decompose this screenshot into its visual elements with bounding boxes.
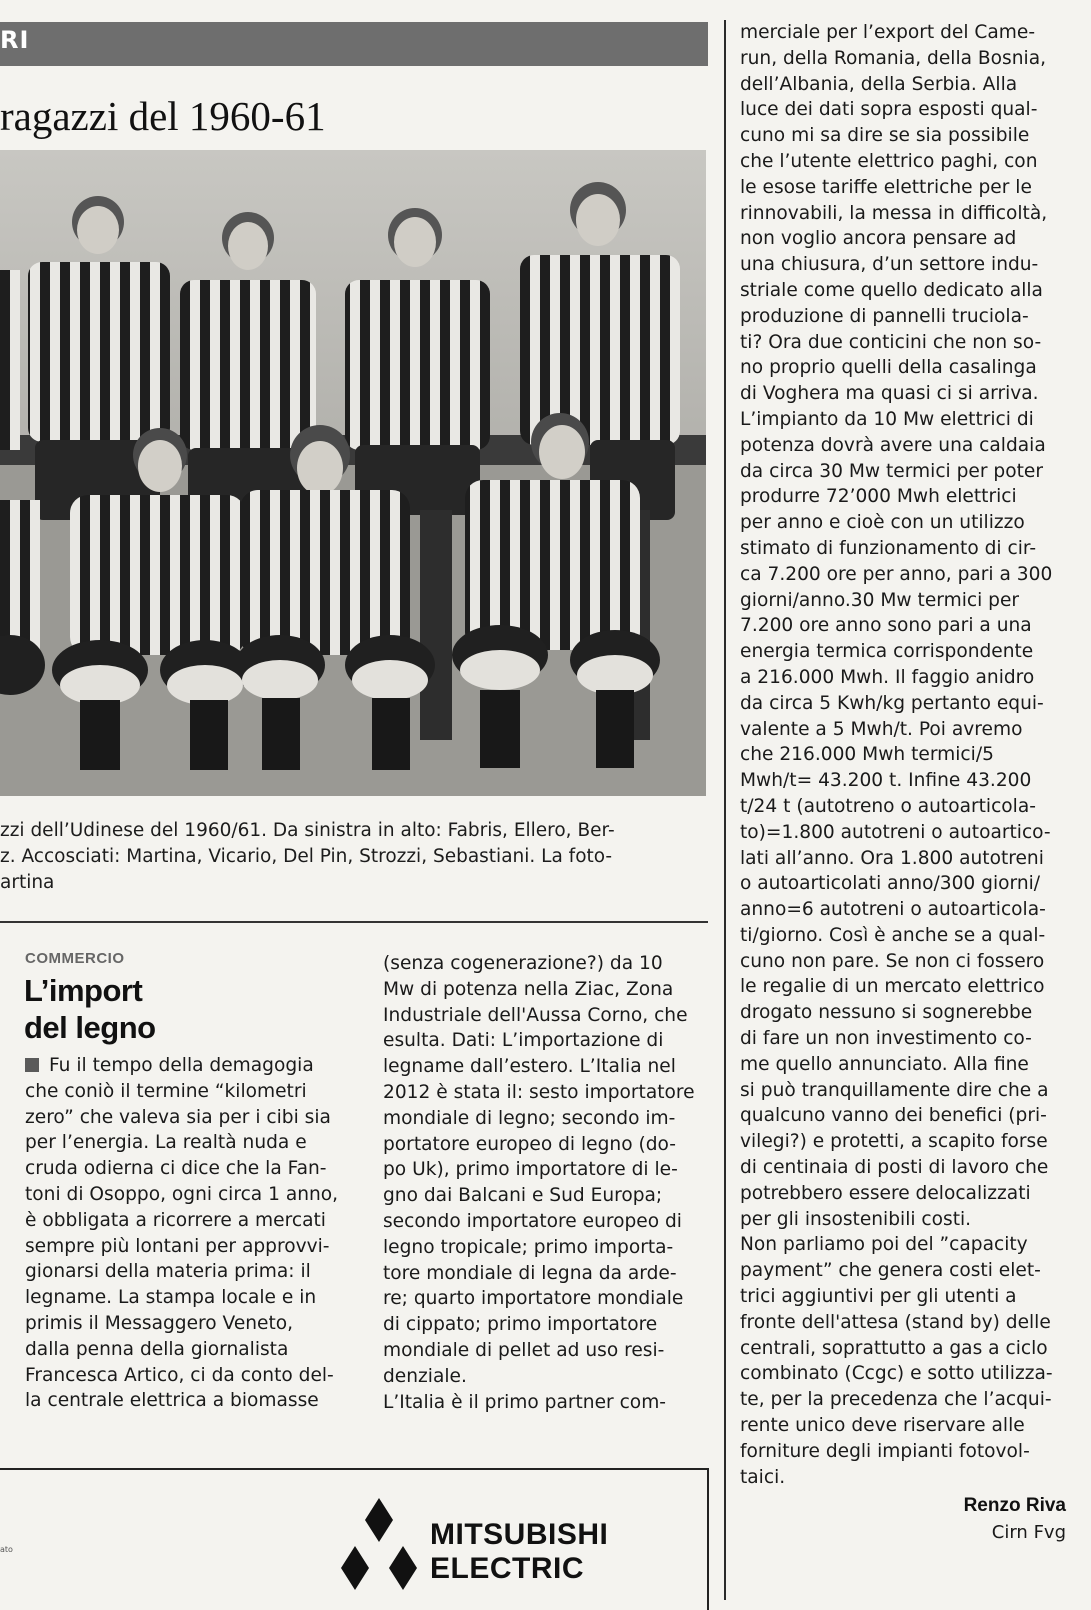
article-line-text: legno tropicale; primo importa- [383, 1236, 674, 1258]
article-line [25, 1234, 360, 1260]
article-line [383, 1183, 713, 1209]
article-line-text: Industriale dell'Aussa Corno, che [383, 1004, 688, 1026]
article-column-3 [740, 20, 1085, 1490]
article-line-text: L’Italia è il primo partner com- [383, 1391, 667, 1413]
article-line [740, 1465, 1085, 1491]
article-line [740, 1000, 1085, 1026]
article-line-text: 2012 è stata il: sesto importatore [383, 1081, 695, 1103]
article-line [740, 846, 1085, 872]
article-line-text: rinnovabili, la messa in difficoltà, [740, 202, 1048, 224]
article-column-2 [383, 951, 713, 1415]
article-line-text: a 216.000 Mwh. Il faggio anidro [740, 666, 1035, 688]
article-line [740, 897, 1085, 923]
article-line [740, 588, 1085, 614]
article-line-text: una chiusura, d’un settore indu- [740, 254, 1039, 276]
article-line-text: mondiale di legno; secondo im- [383, 1107, 676, 1129]
article-line-text: forniture degli impianti fotovol- [740, 1440, 1030, 1462]
article-line [740, 1258, 1085, 1284]
author-organization: Cirn Fvg [991, 1522, 1066, 1543]
article-line [740, 97, 1085, 123]
article-line [740, 175, 1085, 201]
article-line [740, 974, 1085, 1000]
article-line [740, 72, 1085, 98]
article-line [740, 820, 1085, 846]
article-line [740, 1336, 1085, 1362]
article-line [740, 20, 1085, 46]
article-line [740, 381, 1085, 407]
article-line [740, 613, 1085, 639]
article-line [740, 278, 1085, 304]
article-line-text: vilegi?) e protetti, a scapito forse [740, 1131, 1048, 1153]
article-line-text: to)=1.800 autotreni o autoartico- [740, 821, 1051, 843]
article-line [740, 794, 1085, 820]
article-line-text: per l’energia. La realtà nuda e [25, 1132, 307, 1154]
article-line [740, 1413, 1085, 1439]
article-line [25, 1259, 360, 1285]
article-line-text: tore mondiale di legna da arde- [383, 1262, 677, 1284]
article-line-text: toni di Osoppo, ogni circa 1 anno, [25, 1183, 339, 1205]
square-bullet-icon [25, 1058, 39, 1072]
article-line [383, 1106, 713, 1132]
team-photo [0, 150, 706, 796]
caption-line: z. Accosciati: Martina, Vicario, Del Pin, Strozzi, Sebastiani. La foto- [0, 846, 613, 867]
article-line-text: denziale. [383, 1365, 467, 1387]
article-line-text: Fu il tempo della demagogia [49, 1055, 314, 1076]
article-line-text: L’impianto da 10 Mw elettrici di [740, 408, 1034, 430]
article-line [740, 1052, 1085, 1078]
article-line-text: zero” che valeva sia per i cibi sia [25, 1106, 331, 1128]
article-line [740, 1078, 1085, 1104]
article-line-text: le regalie di un mercato elettrico [740, 976, 1045, 998]
article-line [25, 1285, 360, 1311]
article-line-text: 7.200 ore anno sono pari a una [740, 615, 1032, 637]
article-line-text: luce dei dati sopra esposti qual- [740, 99, 1038, 121]
article-line [383, 1132, 713, 1158]
column-rule [724, 20, 726, 1600]
article-line [383, 1312, 713, 1338]
article-line-text: o autoarticolati anno/300 giorni/ [740, 873, 1041, 895]
article-line-text: si può tranquillamente dire che a [740, 1079, 1049, 1101]
article-line-text: valente a 5 Mwh/t. Poi avremo [740, 718, 1023, 740]
article-line-text: gno dai Balcani e Sud Europa; [383, 1185, 663, 1207]
section-label: RI [0, 26, 30, 54]
article-line [25, 1337, 360, 1363]
article-line-text: primis il Messaggero Veneto, [25, 1312, 294, 1334]
article-title-line: L’import [24, 973, 143, 1008]
article-line-text: produrre 72’000 Mwh elettrici [740, 486, 1017, 508]
article-line [25, 1182, 360, 1208]
article-line [740, 459, 1085, 485]
article-line-text: dell’Albania, della Serbia. Alla [740, 73, 1018, 95]
article-line [25, 1311, 360, 1337]
article-line-text: ti/giorno. Così è anche se a qual- [740, 924, 1046, 946]
article-line [740, 717, 1085, 743]
article-line [740, 510, 1085, 536]
article-line-text: fronte dell'attesa (stand by) delle [740, 1311, 1051, 1333]
article-line-text: Non parliamo poi del ”capacity [740, 1234, 1028, 1256]
article-line [740, 562, 1085, 588]
article-line-text: che l’utente elettrico paghi, con [740, 150, 1038, 172]
photo-caption [0, 818, 708, 896]
article-line [740, 923, 1085, 949]
article-line-text: potenza dovrà avere una caldaia [740, 434, 1046, 456]
article-line [740, 304, 1085, 330]
article-line [740, 1361, 1085, 1387]
article-line [740, 1103, 1085, 1129]
article-line-text: stimato di funzionamento di cir- [740, 537, 1037, 559]
article-line-text: di fare un non investimento co- [740, 1028, 1032, 1050]
ad-brand-name-2: ELECTRIC [430, 1552, 584, 1585]
ad-brand-name: MITSUBISHI [430, 1518, 609, 1551]
article-line [740, 665, 1085, 691]
article-line-text: te, per la precedenza che l’acqui- [740, 1389, 1052, 1411]
article-line [383, 1235, 713, 1261]
article-line-text: taici. [740, 1466, 786, 1488]
article-line-text: Mw di potenza nella Ziac, Zona [383, 978, 674, 1000]
article-line-text: non voglio ancora pensare ad [740, 228, 1017, 250]
article-line-text: legname dall’estero. L’Italia nel [383, 1056, 676, 1078]
article-line [740, 46, 1085, 72]
article-line-text: per anno e cioè con un utilizzo [740, 512, 1025, 534]
article-title-line: del legno [24, 1010, 156, 1045]
article-line-text: anno=6 autotreni o autoarticola- [740, 899, 1046, 921]
article-line-text: potrebbero essere delocalizzati [740, 1182, 1031, 1204]
article-line [383, 1157, 713, 1183]
three-diamonds-logo-icon [334, 1498, 424, 1602]
article-line [740, 871, 1085, 897]
article-line [25, 1079, 360, 1105]
article-line [383, 977, 713, 1003]
article-line-text: cuno non pare. Se non ci fossero [740, 950, 1045, 972]
article-line [25, 1388, 360, 1414]
article-line [740, 201, 1085, 227]
article-line-text: portatore europeo di legno (do- [383, 1133, 676, 1155]
article-line [740, 691, 1085, 717]
article-kicker: COMMERCIO [25, 950, 125, 967]
article-line-text: giorni/anno.30 Mw termici per [740, 589, 1020, 611]
article-line-text: è obbligata a ricorrere a mercati [25, 1209, 326, 1231]
article-line-text: po Uk), primo importatore di le- [383, 1159, 678, 1181]
article-line-text: ca 7.200 ore per anno, pari a 300 [740, 563, 1053, 585]
article-line-text: Mwh/t= 43.200 t. Infine 43.200 [740, 770, 1032, 792]
section-bar [0, 22, 708, 66]
article-line-text: cruda odierna ci dice che la Fan- [25, 1158, 327, 1180]
article-column-1 [25, 1053, 360, 1414]
article-line [740, 1387, 1085, 1413]
article-line-text: payment” che genera costi elet- [740, 1260, 1041, 1282]
article-line [740, 226, 1085, 252]
article-line [740, 330, 1085, 356]
article-line [740, 484, 1085, 510]
article-line [740, 1026, 1085, 1052]
article-line-text: di centinaia di posti di lavoro che [740, 1157, 1049, 1179]
article-line [740, 1155, 1085, 1181]
ad-small-note: ato [0, 1545, 13, 1554]
article-line-text: che 216.000 Mwh termici/5 [740, 744, 994, 766]
article-line [740, 1310, 1085, 1336]
article-line-text: da circa 30 Mw termici per poter [740, 460, 1043, 482]
article-line [740, 407, 1085, 433]
caption-line: zzi dell’Udinese del 1960/61. Da sinistra in alto: Fabris, Ellero, Ber- [0, 820, 615, 841]
article-line [740, 433, 1085, 459]
article-line [740, 1181, 1085, 1207]
author-name: Renzo Riva [963, 1495, 1066, 1516]
article-line-text: le esose tariffe elettriche per le [740, 176, 1032, 198]
article-line [383, 951, 713, 977]
article-line-text: (senza cogenerazione?) da 10 [383, 953, 663, 974]
article-line-text: che coniò il termine “kilometri [25, 1080, 307, 1102]
article-line-text: t/24 t (autotreno o autoarticola- [740, 795, 1036, 817]
article-line-text: energia termica corrispondente [740, 641, 1034, 663]
article-line-text: produzione di pannelli truciola- [740, 305, 1029, 327]
article-line-text: di cippato; primo importatore [383, 1314, 658, 1336]
article-line [25, 1156, 360, 1182]
article-line-text: la centrale elettrica a biomasse [25, 1390, 319, 1412]
article-line [740, 1232, 1085, 1258]
article-line [740, 536, 1085, 562]
article-line [383, 1364, 713, 1390]
article-line-text: dalla penna della giornalista [25, 1338, 289, 1360]
article-title [24, 972, 156, 1046]
article-line-text: lati all’anno. Ora 1.800 autotreni [740, 847, 1044, 869]
article-line-text: esulta. Dati: L’importazione di [383, 1030, 664, 1052]
article-line [383, 1028, 713, 1054]
article-line-text: trici aggiuntivi per gli utenti a [740, 1286, 1017, 1308]
article-line [740, 742, 1085, 768]
article-line-text: secondo importatore europeo di [383, 1210, 682, 1232]
caption-line: artina [0, 872, 55, 893]
article-line-text: no proprio quelli della casalinga [740, 357, 1037, 379]
headline: ragazzi del 1960-61 [0, 93, 326, 139]
article-line-text: Francesca Artico, ci da conto del- [25, 1364, 334, 1386]
article-line-text: gionarsi della materia prima: il [25, 1261, 311, 1283]
article-line [25, 1053, 360, 1079]
article-line [383, 1209, 713, 1235]
article-line [383, 1390, 713, 1416]
article-line-text: da circa 5 Kwh/kg pertanto equi- [740, 692, 1044, 714]
article-line-text: mondiale di pellet ad uso resi- [383, 1339, 665, 1361]
article-line-text: striale come quello dedicato alla [740, 279, 1043, 301]
article-line [740, 123, 1085, 149]
article-line-text: merciale per l’export del Came- [740, 22, 1036, 43]
article-line-text: qualcuno vanno dei benefici (pri- [740, 1105, 1047, 1127]
article-line-text: rente unico deve riservare alle [740, 1415, 1025, 1437]
article-line [383, 1080, 713, 1106]
article-line [25, 1130, 360, 1156]
article-line-text: re; quarto importatore mondiale [383, 1288, 684, 1310]
article-line-text: per gli insostenibili costi. [740, 1208, 972, 1230]
article-line [740, 768, 1085, 794]
article-line [740, 149, 1085, 175]
article-line [383, 1003, 713, 1029]
article-line [740, 1129, 1085, 1155]
article-line [740, 949, 1085, 975]
article-line [740, 355, 1085, 381]
article-line [383, 1054, 713, 1080]
article-line-text: drogato nessuno si sognerebbe [740, 1002, 1033, 1024]
article-line-text: sempre più lontani per approvvi- [25, 1235, 330, 1257]
article-line [25, 1208, 360, 1234]
article-line [740, 639, 1085, 665]
article-line-text: legname. La stampa locale e in [25, 1287, 317, 1309]
article-line [25, 1105, 360, 1131]
article-line [25, 1363, 360, 1389]
team-photo-image [0, 150, 706, 796]
horizontal-rule [0, 921, 708, 923]
article-line [383, 1338, 713, 1364]
article-line [740, 1284, 1085, 1310]
article-line [383, 1286, 713, 1312]
article-line [740, 1439, 1085, 1465]
article-line-text: ti? Ora due conticini che non so- [740, 331, 1042, 353]
article-line [383, 1261, 713, 1287]
article-line-text: run, della Romania, della Bosnia, [740, 47, 1046, 69]
article-line-text: combinato (Ccgc) e sotto utilizza- [740, 1363, 1053, 1385]
article-line [740, 1207, 1085, 1233]
article-line-text: cuno mi sa dire se sia possibile [740, 125, 1030, 147]
article-line-text: di Voghera ma quasi ci si arriva. [740, 383, 1039, 405]
article-line-text: centrali, soprattutto a gas a ciclo [740, 1337, 1048, 1359]
article-line [740, 252, 1085, 278]
article-line-text: me quello annunciato. Alla fine [740, 1053, 1029, 1075]
